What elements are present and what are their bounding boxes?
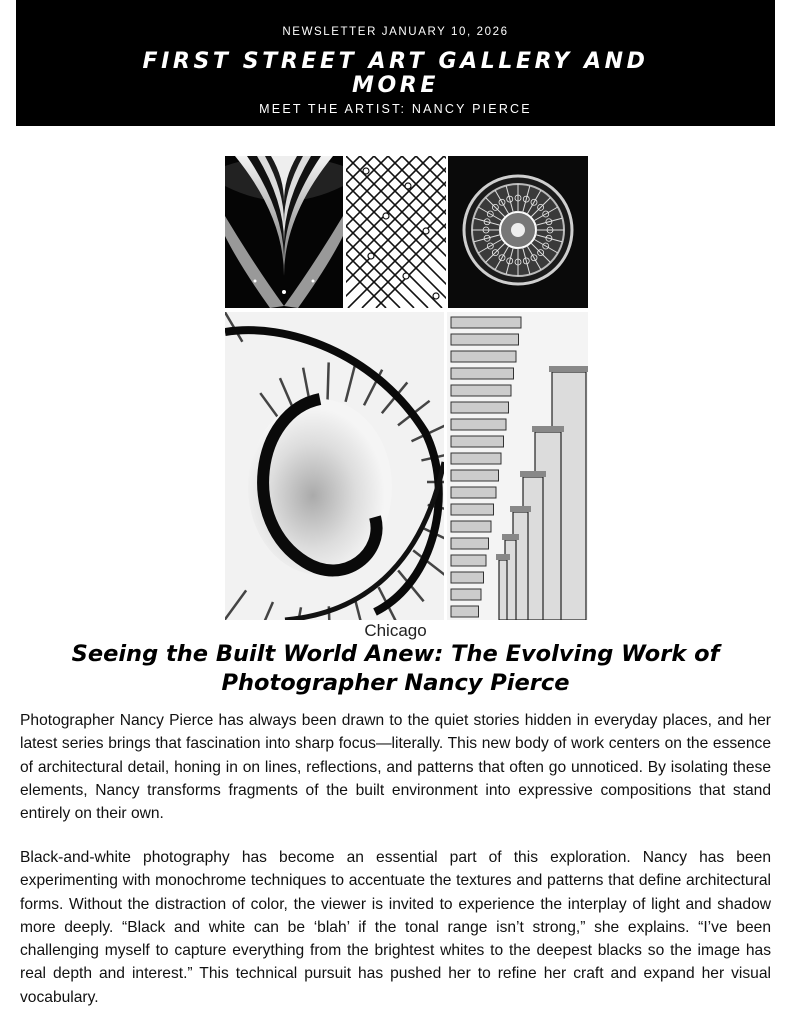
spiral-staircase-photo	[225, 312, 444, 620]
colonnade-photo	[447, 312, 588, 620]
atrium-ceiling-photo	[225, 156, 343, 308]
gallery-title: FIRST STREET ART GALLERY AND MORE	[142, 49, 649, 98]
article-headline: Seeing the Built World Anew: The Evolving Work of Photographer Nancy Pierce	[71, 641, 720, 696]
stained-glass-dome-photo	[448, 156, 588, 308]
newsletter-date: NEWSLETTER JANUARY 10, 2026	[282, 26, 509, 38]
collage-caption: Chicago	[364, 621, 427, 640]
newsletter-header	[16, 0, 775, 126]
header-subtitle: MEET THE ARTIST: NANCY PIERCE	[259, 102, 532, 116]
article-paragraph-2: Black-and-white photography has become an essential part of this exploration. Nancy has been experimenting with monochrome techniques to accentuate the textures and patterns that define architectural forms. Without the distraction of color, the viewer is invited to experience the interplay of light and shadow more deeply. “Black and white can be ‘blah’ if the tonal range isn’t strong,” she explains. “I’ve been challenging myself to capture everything from the brightest whites to the deepest blacks so the image has real depth and interest.” This technical pursuit has pushed her to refine her craft and expand her visual vocabulary.	[20, 849, 771, 1006]
lattice-skylight-photo	[346, 156, 446, 308]
article-paragraph-1: Photographer Nancy Pierce has always been drawn to the quiet stories hidden in everyday places, and her latest series brings that fascination into sharp focus—literally. This new body of work centers on the essence of architectural detail, honing in on lines, reflections, and patterns that often go unnoticed. By isolating these elements, Nancy transforms fragments of the built environment into expressive compositions that stand entirely on their own.	[20, 712, 771, 823]
